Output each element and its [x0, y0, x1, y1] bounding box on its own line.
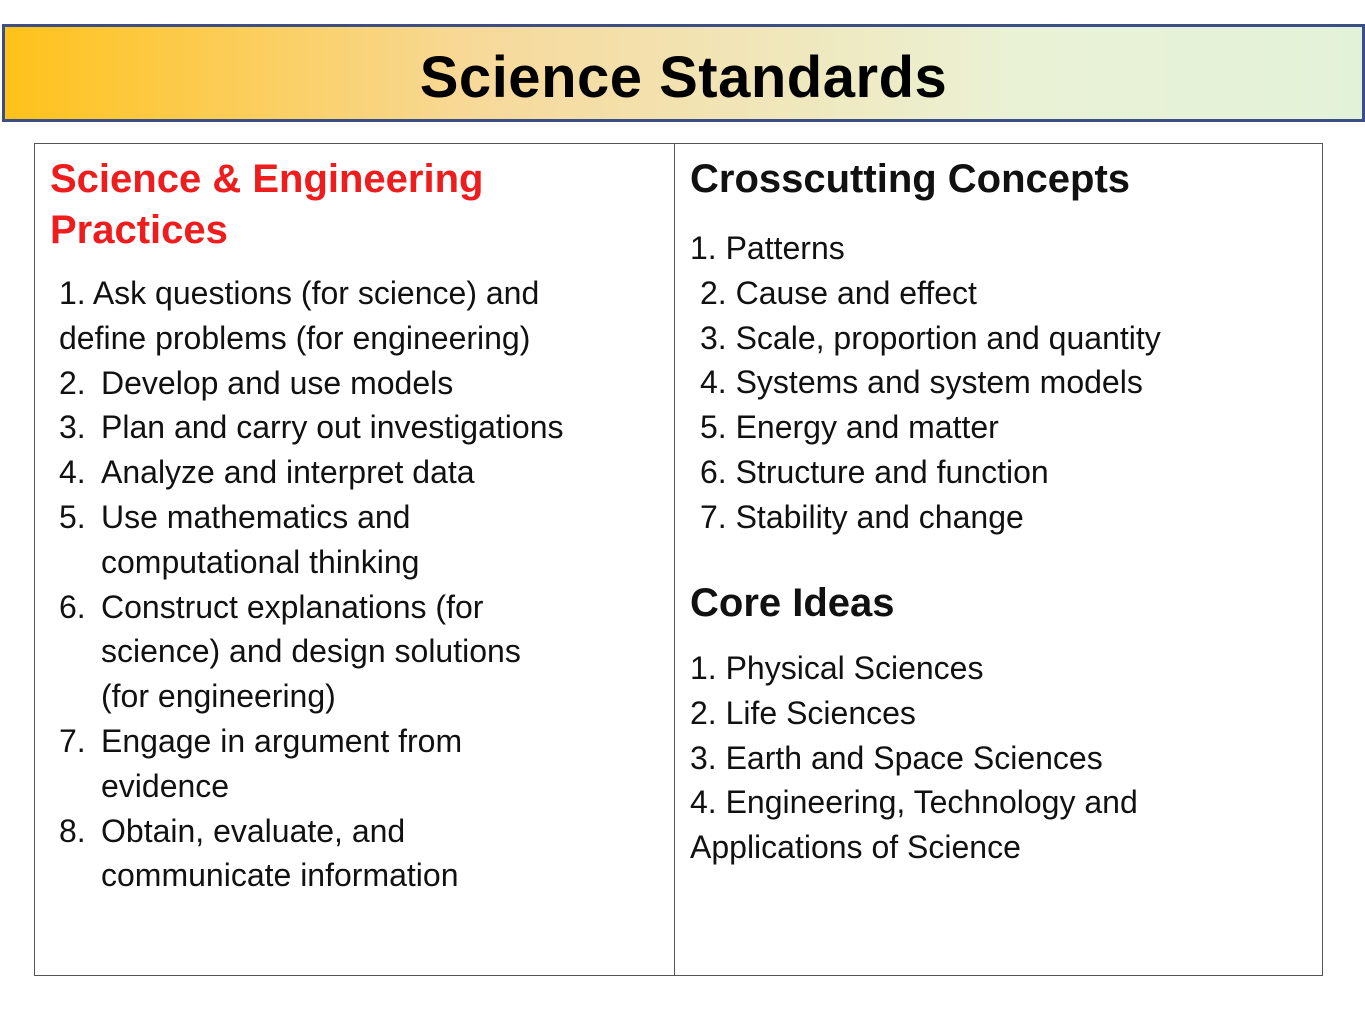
crosscutting-list	[690, 226, 1161, 540]
practice-number: 2.	[59, 364, 86, 401]
core-ideas-heading: Core Ideas	[690, 581, 895, 625]
practice-item-5	[59, 495, 563, 540]
practice-number: 1.	[59, 275, 93, 311]
practice-text: Engage in argument from	[101, 722, 463, 759]
practice-text: Ask questions (for science) and	[92, 275, 540, 311]
practices-heading	[50, 154, 483, 256]
crosscutting-item: 5. Energy and matter	[700, 409, 999, 446]
title-banner	[2, 24, 1365, 122]
practice-number: 7.	[59, 722, 86, 759]
practice-item-8-continued	[59, 853, 563, 898]
practice-item-1	[59, 271, 563, 316]
practice-item-7-continued	[59, 764, 563, 809]
crosscutting-item: 4. Systems and system models	[700, 364, 1143, 401]
practice-text: (for engineering)	[101, 678, 336, 715]
core-idea-item: 4. Engineering, Technology and	[690, 784, 1138, 821]
practice-number: 3.	[59, 409, 86, 446]
practice-item-4	[59, 450, 563, 495]
core-idea-item: 1. Physical Sciences	[690, 650, 984, 686]
concepts-column	[675, 144, 1322, 975]
practice-text: Use mathematics and	[101, 498, 411, 535]
crosscutting-item: 7. Stability and change	[700, 498, 1024, 535]
practices-column	[35, 144, 675, 975]
practice-text: Plan and carry out investigations	[101, 409, 564, 446]
practice-text: Obtain, evaluate, and	[101, 812, 406, 849]
practice-item-5-continued	[59, 540, 563, 585]
practice-item-6-continued	[59, 674, 563, 719]
page-title: Science Standards	[419, 44, 948, 110]
crosscutting-item: 3. Scale, proportion and quantity	[700, 319, 1161, 356]
practice-item-6	[59, 585, 563, 630]
practice-number: 5.	[59, 498, 86, 535]
core-idea-item: 2. Life Sciences	[690, 694, 916, 731]
crosscutting-item: 2. Cause and effect	[700, 274, 977, 311]
crosscutting-item: 6. Structure and function	[700, 453, 1049, 490]
core-idea-item-continued: Applications of Science	[690, 829, 1021, 866]
practice-item-3	[59, 405, 563, 450]
standards-table	[34, 143, 1323, 976]
crosscutting-heading: Crosscutting Concepts	[690, 157, 1131, 201]
practice-text: communicate information	[101, 857, 459, 894]
practices-heading-line2: Practices	[50, 208, 228, 252]
practice-text: Analyze and interpret data	[101, 454, 475, 491]
practice-text: Develop and use models	[101, 364, 454, 401]
practices-list	[59, 271, 563, 898]
practice-number: 8.	[59, 812, 86, 849]
practice-text: define problems (for engineering)	[59, 319, 531, 356]
core-ideas-list	[690, 646, 1138, 870]
practice-item-2	[59, 361, 563, 406]
practice-text: Construct explanations (for	[101, 588, 484, 625]
practice-text: evidence	[101, 767, 230, 804]
practice-text: science) and design solutions	[101, 633, 521, 670]
practice-item-6-continued	[59, 629, 563, 674]
practice-item-8	[59, 809, 563, 854]
practice-number: 6.	[59, 588, 86, 625]
practice-text: computational thinking	[101, 543, 420, 580]
practice-item-7	[59, 719, 563, 764]
practices-heading-line1: Science & Engineering	[50, 157, 484, 201]
practice-item-1-continued	[59, 316, 563, 361]
core-idea-item: 3. Earth and Space Sciences	[690, 739, 1103, 776]
practice-number: 4.	[59, 454, 86, 491]
crosscutting-item: 1. Patterns	[690, 230, 845, 266]
